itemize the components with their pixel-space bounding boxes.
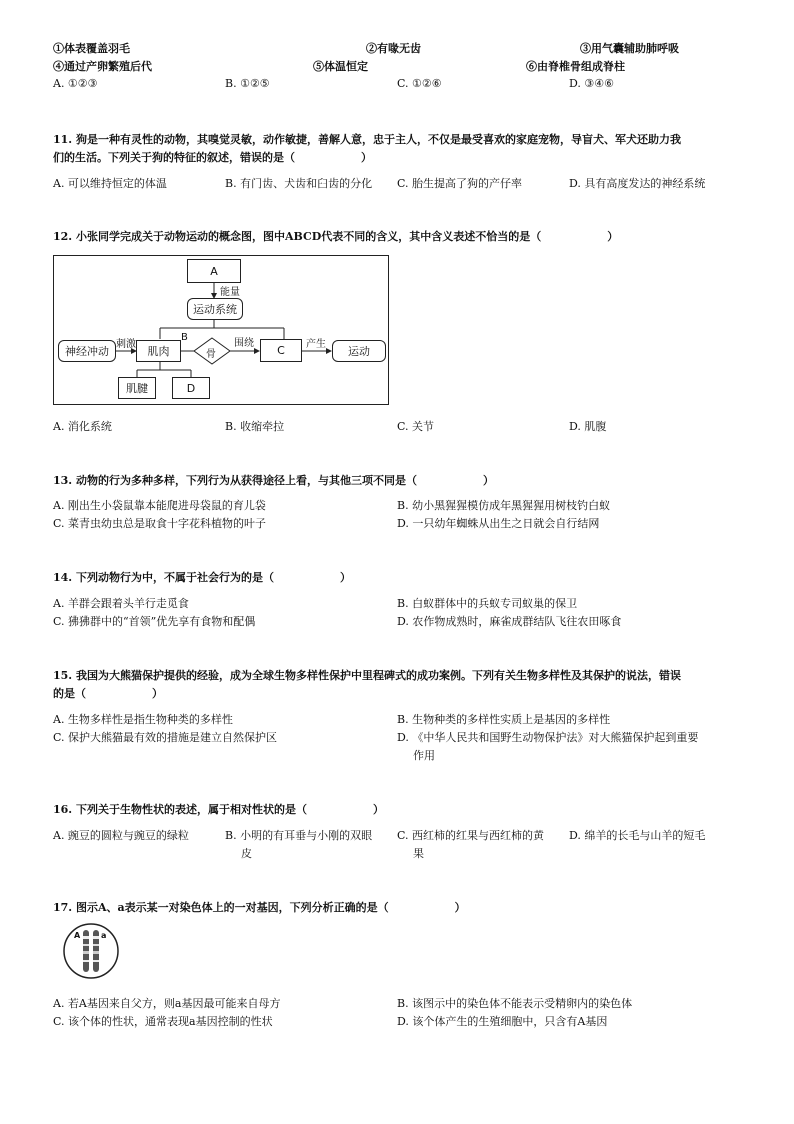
q15-answer-d-cont: 作用 bbox=[413, 749, 435, 762]
node-movement-system-label: 运动系统 bbox=[193, 303, 237, 316]
q14-answer-a: A. 羊群会跟着头羊行走觅食 bbox=[53, 597, 189, 610]
q16-answer-d: D. 绵羊的长毛与山羊的短毛 bbox=[569, 829, 706, 842]
q12-answer-b: B. 收缩牵拉 bbox=[225, 420, 285, 433]
q15-answer-b: B. 生物种类的多样性实质上是基因的多样性 bbox=[397, 713, 611, 726]
q14-answer-c: C. 狒狒群中的“首领”优先享有食物和配偶 bbox=[53, 615, 256, 628]
q10-option-4: ④通过产卵繁殖后代 bbox=[53, 60, 152, 73]
cell-circle bbox=[64, 924, 118, 978]
label-b: B bbox=[181, 332, 188, 343]
q17-stem: 17. 图示A、a表示某一对染色体上的一对基因，下列分析正确的是（ ） bbox=[53, 901, 466, 914]
gene-A-label: A bbox=[74, 931, 81, 940]
q10-option-1: ①体表覆盖羽毛 bbox=[53, 42, 130, 55]
node-tendon bbox=[118, 377, 156, 399]
q16-stem: 16. 下列关于生物性状的表述，属于相对性状的是（ ） bbox=[53, 803, 384, 816]
node-muscle-label: 肌肉 bbox=[147, 345, 170, 358]
node-movement-label: 运动 bbox=[348, 345, 370, 358]
gene-a-label: a bbox=[101, 931, 107, 940]
q10-option-3: ③用气囊辅助肺呼吸 bbox=[580, 42, 679, 55]
q13-answer-d: D. 一只幼年蜘蛛从出生之日就会自行结网 bbox=[397, 517, 600, 530]
q10-answer-d: D. ③④⑥ bbox=[569, 77, 615, 90]
movement-concept-diagram bbox=[53, 255, 389, 405]
q16-answer-b: B. 小明的有耳垂与小刚的双眼 bbox=[225, 829, 373, 842]
q10-answer-c: C. ①②⑥ bbox=[397, 77, 442, 90]
q12-answer-c: C. 关节 bbox=[397, 420, 435, 433]
node-c-label: C bbox=[277, 344, 285, 357]
node-d bbox=[172, 377, 210, 399]
node-a-label: A bbox=[210, 264, 218, 278]
label-bone: 骨 bbox=[206, 349, 216, 360]
label-produce: 产生 bbox=[306, 339, 326, 350]
q16-answer-c: C. 西红柿的红果与西红柿的黄 bbox=[397, 829, 545, 842]
q15-answer-a: A. 生物多样性是指生物种类的多样性 bbox=[53, 713, 233, 726]
q15-answer-c: C. 保护大熊猫最有效的措施是建立自然保护区 bbox=[53, 731, 278, 744]
q17-answer-b: B. 该图示中的染色体不能表示受精卵内的染色体 bbox=[397, 997, 633, 1010]
q14-stem: 14. 下列动物行为中，不属于社会行为的是（ ） bbox=[53, 571, 351, 584]
q15-stem-line1: 15. 我国为大熊猫保护提供的经验，成为全球生物多样性保护中里程碑式的成功案例。下列有关生物多样性及其保护的说法，错误 bbox=[53, 669, 681, 682]
q16-answer-a: A. 豌豆的圆粒与豌豆的绿粒 bbox=[53, 829, 189, 842]
q10-answer-a: A. ①②③ bbox=[53, 77, 98, 90]
q11-answer-c: C. 胎生提高了狗的产仔率 bbox=[397, 177, 523, 190]
node-d-label: D bbox=[186, 381, 196, 395]
q11-stem-line2: 们的生活。下列关于狗的特征的叙述，错误的是（ ） bbox=[53, 151, 372, 164]
q13-answer-a: A. 刚出生小袋鼠靠本能爬进母袋鼠的育儿袋 bbox=[53, 499, 266, 512]
q12-answer-a: A. 消化系统 bbox=[53, 420, 112, 433]
q10-option-6: ⑥由脊椎骨组成脊柱 bbox=[526, 60, 625, 73]
label-energy: 能量 bbox=[220, 287, 240, 298]
q12-answer-d: D. 肌腹 bbox=[569, 420, 607, 433]
q17-answer-a: A. 若A基因来自父方，则a基因最可能来自母方 bbox=[53, 997, 281, 1010]
chromosome-figure bbox=[62, 922, 120, 980]
q16-answer-b-cont: 皮 bbox=[241, 847, 252, 860]
q13-answer-b: B. 幼小黑猩猩模仿成年黑猩猩用树枝钓白蚁 bbox=[397, 499, 611, 512]
q16-answer-c-cont: 果 bbox=[413, 847, 424, 860]
q11-stem-line1: 11. 狗是一种有灵性的动物，其嗅觉灵敏，动作敏捷，善解人意，忠于主人，不仅是最受喜欢的家庭宠物，导盲犬、军犬还助力我 bbox=[53, 133, 681, 146]
q10-option-2: ②有喙无齿 bbox=[366, 42, 421, 55]
q11-answer-d: D. 具有高度发达的神经系统 bbox=[569, 177, 706, 190]
q17-answer-d: D. 该个体产生的生殖细胞中，只含有A基因 bbox=[397, 1015, 608, 1028]
node-nerve-impulse-label: 神经冲动 bbox=[65, 345, 109, 358]
q11-answer-a: A. 可以维持恒定的体温 bbox=[53, 177, 167, 190]
q17-answer-c: C. 该个体的性状，通常表现a基因控制的性状 bbox=[53, 1015, 273, 1028]
node-tendon-label: 肌腱 bbox=[126, 382, 148, 395]
q13-answer-c: C. 菜青虫幼虫总是取食十字花科植物的叶子 bbox=[53, 517, 267, 530]
node-movement bbox=[332, 340, 386, 362]
node-nerve-impulse bbox=[58, 340, 116, 362]
q15-stem-line2: 的是（ ） bbox=[53, 687, 163, 700]
q12-stem: 12. 小张同学完成关于动物运动的概念图，图中ABCD代表不同的含义，其中含义表述不恰当的是（ ） bbox=[53, 230, 619, 243]
q10-answer-b: B. ①②⑤ bbox=[225, 77, 270, 90]
q14-answer-b: B. 白蚁群体中的兵蚁专司蚁巢的保卫 bbox=[397, 597, 578, 610]
node-c bbox=[260, 339, 302, 362]
q13-stem: 13. 动物的行为多种多样，下列行为从获得途径上看，与其他三项不同是（ ） bbox=[53, 474, 494, 487]
q11-answer-b: B. 有门齿、犬齿和臼齿的分化 bbox=[225, 177, 373, 190]
label-around: 围绕 bbox=[234, 338, 254, 349]
q10-option-5: ⑤体温恒定 bbox=[313, 60, 368, 73]
label-stimulus: 刺激 bbox=[116, 339, 136, 350]
q15-answer-d: D. 《中华人民共和国野生动物保护法》对大熊猫保护起到重要 bbox=[397, 731, 699, 744]
node-movement-system bbox=[187, 298, 243, 320]
q14-answer-d: D. 农作物成熟时，麻雀成群结队飞往农田啄食 bbox=[397, 615, 622, 628]
node-a bbox=[187, 259, 241, 283]
node-muscle bbox=[136, 340, 181, 362]
